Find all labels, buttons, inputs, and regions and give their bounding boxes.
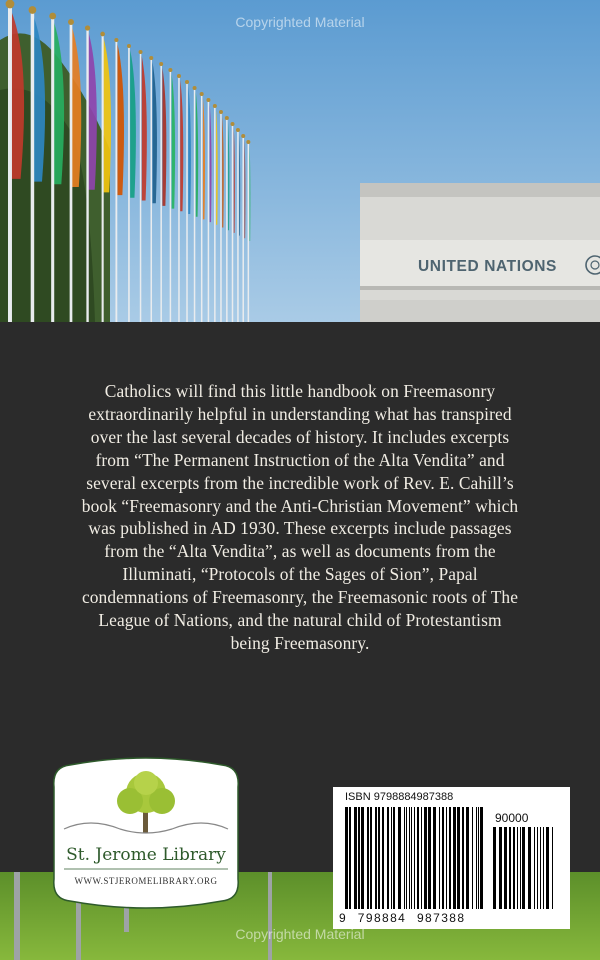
barcode-bar xyxy=(428,807,431,909)
barcode-bar xyxy=(546,827,549,909)
pole-finial xyxy=(230,122,234,126)
publisher-name: St. Jerome Library xyxy=(66,845,226,865)
pole-finial xyxy=(206,98,210,102)
pole-finial xyxy=(139,50,143,54)
barcode-bar xyxy=(393,807,395,909)
barcode-bar xyxy=(462,807,464,909)
barcode-bar xyxy=(552,827,553,909)
barcode-bar xyxy=(409,807,410,909)
pole-finial xyxy=(114,38,118,42)
barcode-bar xyxy=(424,807,427,909)
barcode-bar xyxy=(449,807,451,909)
flag-pole xyxy=(208,100,210,322)
pole-finial xyxy=(185,80,189,84)
pole-finial xyxy=(177,74,181,78)
pole-finial xyxy=(225,116,229,120)
logo-badge xyxy=(50,757,242,909)
flag-pole xyxy=(151,58,153,322)
flag-pole xyxy=(220,112,222,322)
barcode-bar xyxy=(391,807,392,909)
barcode-bar xyxy=(466,807,469,909)
publisher-url: WWW.STJEROMELIBRARY.ORG xyxy=(74,876,218,886)
barcode-bar xyxy=(370,807,372,909)
flag-pole xyxy=(70,22,73,322)
barcode-bar xyxy=(534,827,535,909)
barcode-bar xyxy=(382,807,384,909)
description-text: Catholics will find this little handbook on Freemasonry extraordinarily helpful in understanding what has transpired over the last several decades of history. It includes excerpts from “The Permanent Instruction of the Alta Vendita” and several excerpts from the incredible work of Rev. E. Cahill’s book “Freemasonry and the Anti-Christian Movement” which was published in AD 1930. These excerpts include passages from the “Alta Vendita”, as well as documents from the Illuminati, “Protocols of the Sages of Sion”, Papal condemnations of Freemasonry, the Freemasonic roots of The League of Nations, and the natural child of Protestantism being Freemasonry. xyxy=(81,381,519,653)
flag-pole xyxy=(232,124,234,322)
barcode-bar xyxy=(417,807,419,909)
barcode-bar xyxy=(361,807,364,909)
barcode-bar xyxy=(375,807,377,909)
pole-finial xyxy=(241,134,245,138)
barcode-bar xyxy=(378,807,380,909)
pole-finial xyxy=(236,128,240,132)
price-code: 90000 xyxy=(495,811,529,825)
barcode-bars xyxy=(333,787,570,929)
barcode-bar xyxy=(349,807,351,909)
pole-finial xyxy=(193,86,197,90)
barcode-bar xyxy=(522,827,525,909)
publisher-logo xyxy=(50,757,242,909)
barcode-bar xyxy=(528,827,531,909)
barcode-bar xyxy=(472,807,473,909)
barcode-bar xyxy=(367,807,369,909)
isbn-label: ISBN 9798884987388 xyxy=(345,791,454,803)
flag-pole xyxy=(170,70,172,322)
flag-pole xyxy=(248,142,250,322)
barcode-bar xyxy=(406,807,407,909)
barcode-bar xyxy=(478,807,479,909)
book-description xyxy=(80,380,520,655)
barcode-bar xyxy=(504,827,507,909)
barcode-bar xyxy=(513,827,515,909)
cover-photo xyxy=(0,0,600,322)
flag-pole xyxy=(237,130,239,322)
flag-pole xyxy=(160,64,162,322)
barcode-bar xyxy=(446,807,447,909)
barcode-bar xyxy=(358,807,360,909)
barcode-bar xyxy=(499,827,502,909)
barcode-bar xyxy=(480,807,483,909)
flag-pole xyxy=(194,88,196,322)
flag-pole xyxy=(8,4,12,322)
barcode-bar xyxy=(345,807,348,909)
flag-pole xyxy=(128,46,130,322)
barcode-bar xyxy=(354,807,357,909)
barcode-bar xyxy=(398,807,401,909)
barcode-bar xyxy=(387,807,389,909)
barcode-bar xyxy=(520,827,521,909)
flag-pole xyxy=(102,34,104,322)
barcode-bar xyxy=(439,807,440,909)
flag-pole xyxy=(186,82,188,322)
flag-pole xyxy=(178,76,180,322)
isbn-digits: 9 798884 987388 xyxy=(339,911,466,925)
pole-finial xyxy=(6,0,15,8)
barcode-bar xyxy=(453,807,456,909)
barcode-bar xyxy=(414,807,415,909)
pole-finial xyxy=(100,32,105,37)
pole-finial xyxy=(200,92,204,96)
un-sign-text: UNITED NATIONS xyxy=(418,258,557,275)
flag-pole xyxy=(214,106,216,322)
barcode-bar xyxy=(404,807,405,909)
flag-pole xyxy=(226,118,228,322)
barcode-bar xyxy=(421,807,422,909)
flag-pole xyxy=(31,10,34,322)
barcode-bar xyxy=(537,827,538,909)
pole-finial xyxy=(29,6,37,14)
pole-finial xyxy=(213,104,217,108)
pole-finial xyxy=(168,68,172,72)
barcode-bar xyxy=(493,827,496,909)
flag-pole xyxy=(115,40,117,322)
watermark-top: Copyrighted Material xyxy=(235,14,365,30)
barcode-bar xyxy=(543,827,544,909)
barcode-bar xyxy=(540,827,541,909)
pole-finial xyxy=(149,56,153,60)
pole-finial xyxy=(127,44,131,48)
flag-pole xyxy=(201,94,203,322)
barcode-bar xyxy=(442,807,444,909)
isbn-barcode xyxy=(333,787,570,929)
barcode-bar xyxy=(433,807,436,909)
flag-pole xyxy=(140,52,142,322)
barcode-bar xyxy=(476,807,477,909)
barcode-bar xyxy=(411,807,412,909)
pole-finial xyxy=(159,62,163,66)
flag-pole xyxy=(51,16,54,322)
barcode-bar xyxy=(509,827,511,909)
pole-finial xyxy=(219,110,223,114)
flag-pole xyxy=(86,28,88,322)
barcode-bar xyxy=(517,827,518,909)
un-emblem-icon xyxy=(584,254,600,276)
flag-pole xyxy=(242,136,244,322)
watermark-bottom: Copyrighted Material xyxy=(235,926,365,942)
barcode-bar xyxy=(457,807,460,909)
pole-finial xyxy=(246,140,250,144)
